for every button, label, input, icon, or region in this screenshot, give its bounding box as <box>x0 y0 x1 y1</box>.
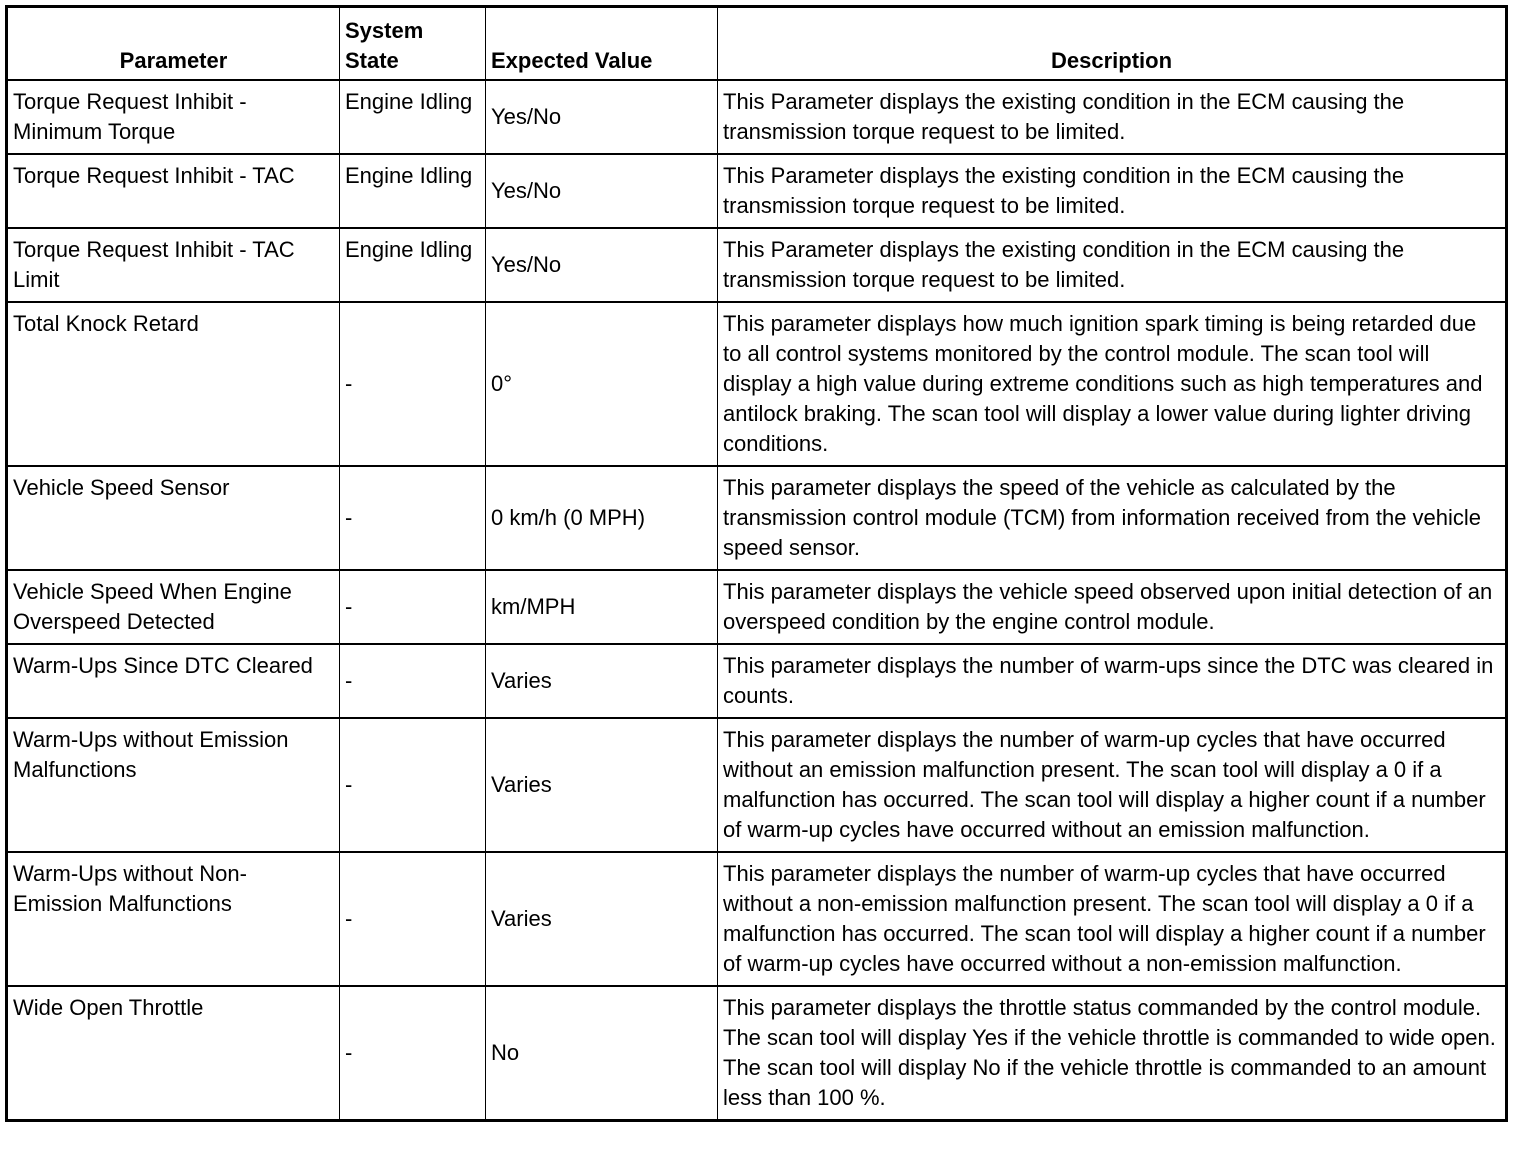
cell-parameter: Wide Open Throttle <box>7 986 340 1121</box>
cell-system-state: Engine Idling <box>340 80 486 154</box>
table-row <box>7 852 1507 986</box>
cell-expected-value: Yes/No <box>486 80 718 154</box>
cell-expected-value: Varies <box>486 852 718 986</box>
cell-system-state: - <box>340 986 486 1121</box>
cell-expected-value: Yes/No <box>486 154 718 228</box>
table-row <box>7 466 1507 570</box>
cell-parameter: Torque Request Inhibit - TAC Limit <box>7 228 340 302</box>
table-row <box>7 718 1507 852</box>
cell-system-state: - <box>340 644 486 718</box>
cell-parameter: Vehicle Speed Sensor <box>7 466 340 570</box>
cell-parameter: Torque Request Inhibit - Minimum Torque <box>7 80 340 154</box>
cell-description: This parameter displays the vehicle speed observed upon initial detection of an overspeed condition by the engine control module. <box>718 570 1507 644</box>
cell-parameter: Torque Request Inhibit - TAC <box>7 154 340 228</box>
cell-system-state: - <box>340 852 486 986</box>
cell-description: This parameter displays the number of warm-ups since the DTC was cleared in counts. <box>718 644 1507 718</box>
cell-system-state: Engine Idling <box>340 154 486 228</box>
cell-system-state: - <box>340 570 486 644</box>
cell-parameter: Warm-Ups without Non-Emission Malfunctions <box>7 852 340 986</box>
cell-description: This parameter displays the speed of the vehicle as calculated by the transmission control module (TCM) from information received from the vehicle speed sensor. <box>718 466 1507 570</box>
header-system-state: System State <box>340 7 486 81</box>
cell-parameter: Vehicle Speed When Engine Overspeed Detected <box>7 570 340 644</box>
cell-expected-value: 0 km/h (0 MPH) <box>486 466 718 570</box>
cell-system-state: - <box>340 466 486 570</box>
cell-description: This parameter displays the number of warm-up cycles that have occurred without an emission malfunction present. The scan tool will display a 0 if a malfunction has occurred. The scan tool will display a higher count if a number of warm-up cycles have occurred without an emission malfunction. <box>718 718 1507 852</box>
table-row <box>7 570 1507 644</box>
table-row <box>7 986 1507 1121</box>
cell-expected-value: 0° <box>486 302 718 466</box>
cell-system-state: - <box>340 718 486 852</box>
parameter-table <box>5 5 1508 1122</box>
cell-system-state: Engine Idling <box>340 228 486 302</box>
cell-expected-value: Varies <box>486 718 718 852</box>
header-parameter: Parameter <box>7 7 340 81</box>
table-row <box>7 154 1507 228</box>
table-row <box>7 302 1507 466</box>
cell-expected-value: Varies <box>486 644 718 718</box>
cell-expected-value: No <box>486 986 718 1121</box>
cell-parameter: Warm-Ups Since DTC Cleared <box>7 644 340 718</box>
cell-description: This parameter displays the number of warm-up cycles that have occurred without a non-emission malfunction present. The scan tool will display a 0 if a malfunction has occurred. The scan tool will display a higher count if a number of warm-up cycles have occurred without a non-emission malfunction. <box>718 852 1507 986</box>
cell-system-state: - <box>340 302 486 466</box>
cell-description: This Parameter displays the existing condition in the ECM causing the transmission torque request to be limited. <box>718 154 1507 228</box>
table-row <box>7 644 1507 718</box>
cell-description: This parameter displays the throttle status commanded by the control module. The scan tool will display Yes if the vehicle throttle is commanded to wide open. The scan tool will display No if the vehicle throttle is commanded to an amount less than 100 %. <box>718 986 1507 1121</box>
table-header-row <box>7 7 1507 81</box>
cell-expected-value: Yes/No <box>486 228 718 302</box>
table-row <box>7 80 1507 154</box>
table-row <box>7 228 1507 302</box>
cell-parameter: Warm-Ups without Emission Malfunctions <box>7 718 340 852</box>
cell-parameter: Total Knock Retard <box>7 302 340 466</box>
header-expected-value: Expected Value <box>486 7 718 81</box>
cell-description: This parameter displays how much ignition spark timing is being retarded due to all control systems monitored by the control module. The scan tool will display a high value during extreme conditions such as high temperatures and antilock braking. The scan tool will display a lower value during lighter driving conditions. <box>718 302 1507 466</box>
cell-description: This Parameter displays the existing condition in the ECM causing the transmission torque request to be limited. <box>718 80 1507 154</box>
header-description: Description <box>718 7 1507 81</box>
cell-expected-value: km/MPH <box>486 570 718 644</box>
cell-description: This Parameter displays the existing condition in the ECM causing the transmission torque request to be limited. <box>718 228 1507 302</box>
